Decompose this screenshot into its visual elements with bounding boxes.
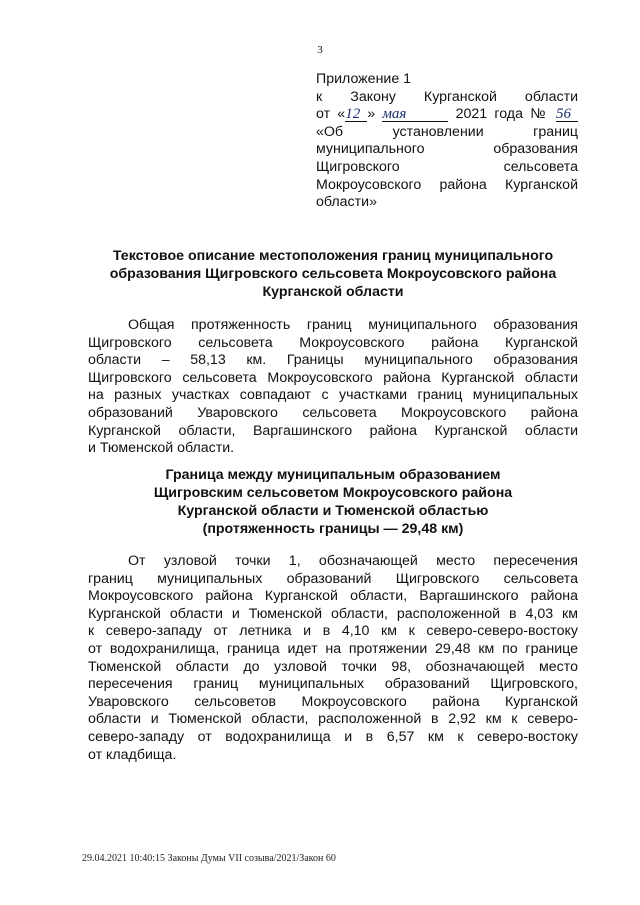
- paragraph-line: Уваровского сельсоветов Мокроусовского района Курганской: [88, 693, 578, 710]
- handwritten-month: мая: [382, 107, 448, 122]
- paragraph-line: образований Уваровского сельсовета Мокроусовского района: [88, 404, 578, 421]
- document-footer: 29.04.2021 10:40:15 Законы Думы VII созыва/2021/Закон 60: [82, 853, 336, 864]
- heading-line: Курганской области и Тюменской областью: [177, 503, 489, 519]
- paragraph-line: области – 58,13 км. Границы муниципального образования: [88, 352, 578, 369]
- paragraph-line: Щигровского сельсовета Мокроусовского района Курганской области: [88, 369, 578, 386]
- paragraph-line: северо-западу от водохранилища и в 6,57 км к северо-востоку: [88, 728, 578, 745]
- paragraph-line: границ муниципальных образований Щигровского сельсовета: [88, 570, 578, 587]
- heading-line: Граница между муниципальным образованием: [165, 467, 501, 483]
- date-prefix: от «: [316, 106, 346, 123]
- paragraph-total-length: [88, 317, 578, 458]
- handwritten-day: 12: [345, 107, 367, 122]
- paragraph-line: от водохранилища, граница идет на протяжении 29,48 км по границе: [88, 640, 578, 657]
- paragraph-line: и Тюменской области.: [88, 440, 235, 457]
- paragraph-line: пересечения границ муниципальных образований Щигровского,: [88, 676, 578, 693]
- handwritten-law-number: 56: [556, 107, 578, 122]
- paragraph-line: к северо-западу от летника и в 4,10 км к северо-северо-востоку: [88, 623, 578, 640]
- appendix-line: к Закону Курганской области: [316, 88, 578, 105]
- appendix-line: муниципального образования: [316, 141, 578, 158]
- appendix-line: области»: [316, 194, 377, 211]
- paragraph-line: Курганской области, Варгашинского района Курганской области: [88, 422, 578, 439]
- paragraph-line: Тюменской области до узловой точки 98, обозначающей место: [88, 658, 578, 675]
- appendix-line: Щигровского сельсовета: [316, 158, 578, 175]
- heading-line: (протяженность границы — 29,48 км): [202, 521, 464, 537]
- appendix-line: Приложение 1: [316, 71, 412, 87]
- appendix-line: Мокроусовского района Курганской: [316, 176, 578, 193]
- paragraph-line: Курганской области и Тюменской области, расположенной в 4,03 км: [88, 605, 578, 622]
- document-title: [88, 247, 578, 301]
- paragraph-line: Щигровского сельсовета Мокроусовского района Курганской: [88, 334, 578, 351]
- paragraph-line: на разных участках совпадают с участками границ муниципальных: [88, 387, 578, 404]
- paragraph-boundary-description: [88, 553, 578, 764]
- date-suffix: 2021 года №: [455, 106, 549, 123]
- title-line: Курганской области: [262, 284, 404, 300]
- title-line: Текстовое описание местоположения границ муниципального: [112, 248, 554, 264]
- title-line: образования Щигровского сельсовета Мокроусовского района: [109, 266, 557, 282]
- paragraph-line: Общая протяженность границ муниципального образования: [128, 317, 578, 333]
- appendix-line: «Об установлении границ: [316, 123, 578, 140]
- paragraph-line: Мокроусовского района Курганской области, Варгашинского района: [88, 588, 578, 605]
- paragraph-line: области и Тюменской области, расположенной в 2,92 км к северо-: [88, 711, 578, 728]
- date-mid: »: [367, 106, 376, 123]
- appendix-header: [316, 71, 578, 212]
- section-heading: [88, 466, 578, 538]
- heading-line: Щигровским сельсоветом Мокроусовского района: [153, 485, 513, 501]
- paragraph-line: от кладбища.: [88, 746, 177, 763]
- paragraph-line: От узловой точки 1, обозначающей место пересечения: [128, 553, 578, 569]
- page-number: 3: [317, 44, 323, 56]
- appendix-date-line: [316, 106, 578, 124]
